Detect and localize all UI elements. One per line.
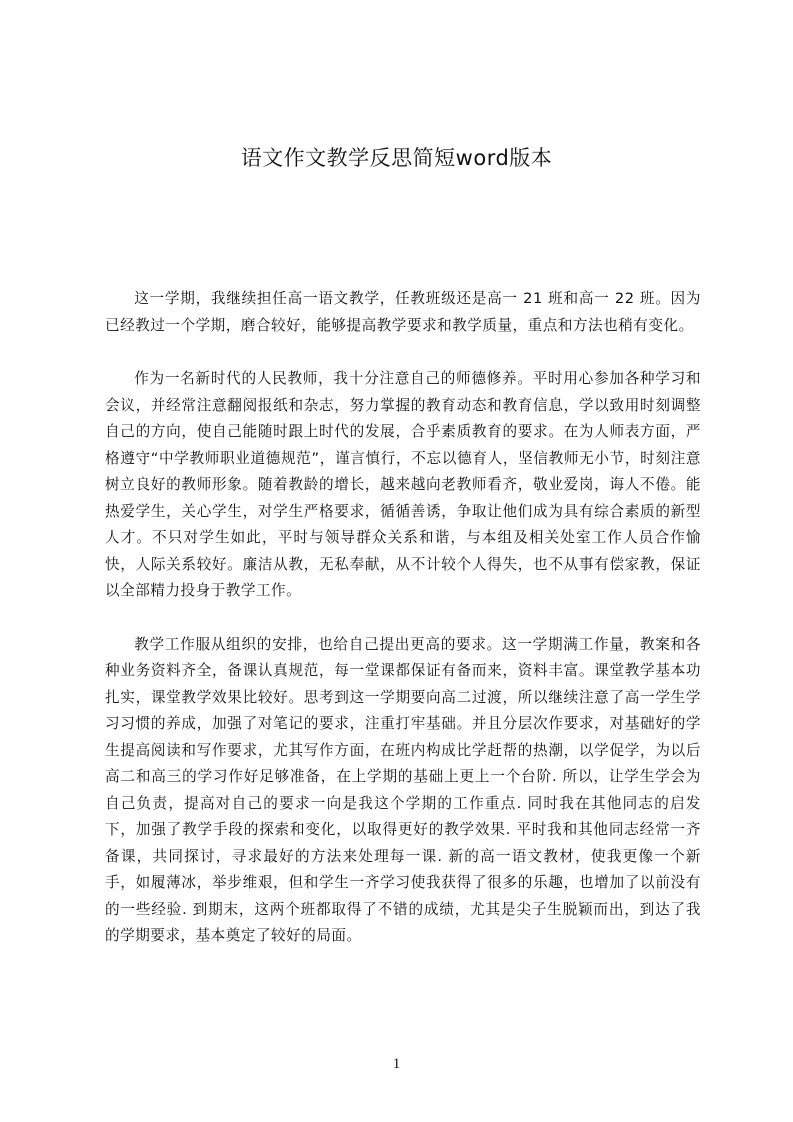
page-number: 1: [392, 1056, 401, 1072]
paragraph-2: 作为一名新时代的人民教师，我十分注意自己的师德修养。平时用心参加各种学习和会议，并经常注意翻阅报纸和杂志，努力掌握的教育动态和教育信息，学以致用时刻调整自己的方向，使自己能随时跟上时代的发展，合乎素质教育的要求。在为人师表方面，严格遵守“中学教师职业道德规范”，谨言慎行，不忘以德育人，坚信教师无小节，时刻注意树立良好的教师形象。随着教龄的增长，越来越向老教师看齐，敬业爱岗，诲人不倦。能热爱学生，关心学生，对学生严格要求，循循善诱，争取让他们成为具有综合素质的新型人才。不只对学生如此，平时与领导群众关系和谐，与本组及相关处室工作人员合作愉快，人际关系较好。廉洁从教，无私奉献，从不计较个人得失，也不从事有偿家教，保证以全部精力投身于教学工作。: [105, 370, 701, 599]
document-body: [105, 286, 701, 977]
paragraph-1: 这一学期，我继续担任高一语文教学，任教班级还是高一 21 班和高一 22 班。因为已经教过一个学期，磨合较好，能够提高教学要求和教学质量，重点和方法也稍有变化。: [105, 290, 701, 334]
document-title: 语文作文教学反思简短word版本: [240, 146, 553, 170]
paragraph-3: 教学工作服从组织的安排，也给自己提出更高的要求。这一学期满工作量，教案和各种业务资料齐全，备课认真规范，每一堂课都保证有备而来，资料丰富。课堂教学基本功扎实，课堂教学效果比较好。思考到这一学期要向高二过渡，所以继续注意了高一学生学习习惯的养成，加强了对笔记的要求，注重打牢基础。并且分层次作要求，对基础好的学生提高阅读和写作要求，尤其写作方面，在班内构成比学赶帮的热潮，以学促学，为以后高二和高三的学习作好足够准备，在上学期的基础上更上一个台阶. 所以，让学生学会为自己负责，提高对自己的要求一向是我这个学期的工作重点. 同时我在其他同志的启发下，加强了教学手段的探索和变化，以取得更好的教学效果. 平时我和其他同志经常一齐备课，共同探讨，寻求最好的方法来处理每一课. 新的高一语文教材，使我更像一个新手，如履薄冰，举步维艰，但和学生一齐学习使我获得了很多的乐趣，也增加了以前没有的一些经验. 到期末，这两个班都取得了不错的成绩，尤其是尖子生脱颖而出，到达了我的学期要求，基本奠定了较好的局面。: [105, 635, 701, 944]
